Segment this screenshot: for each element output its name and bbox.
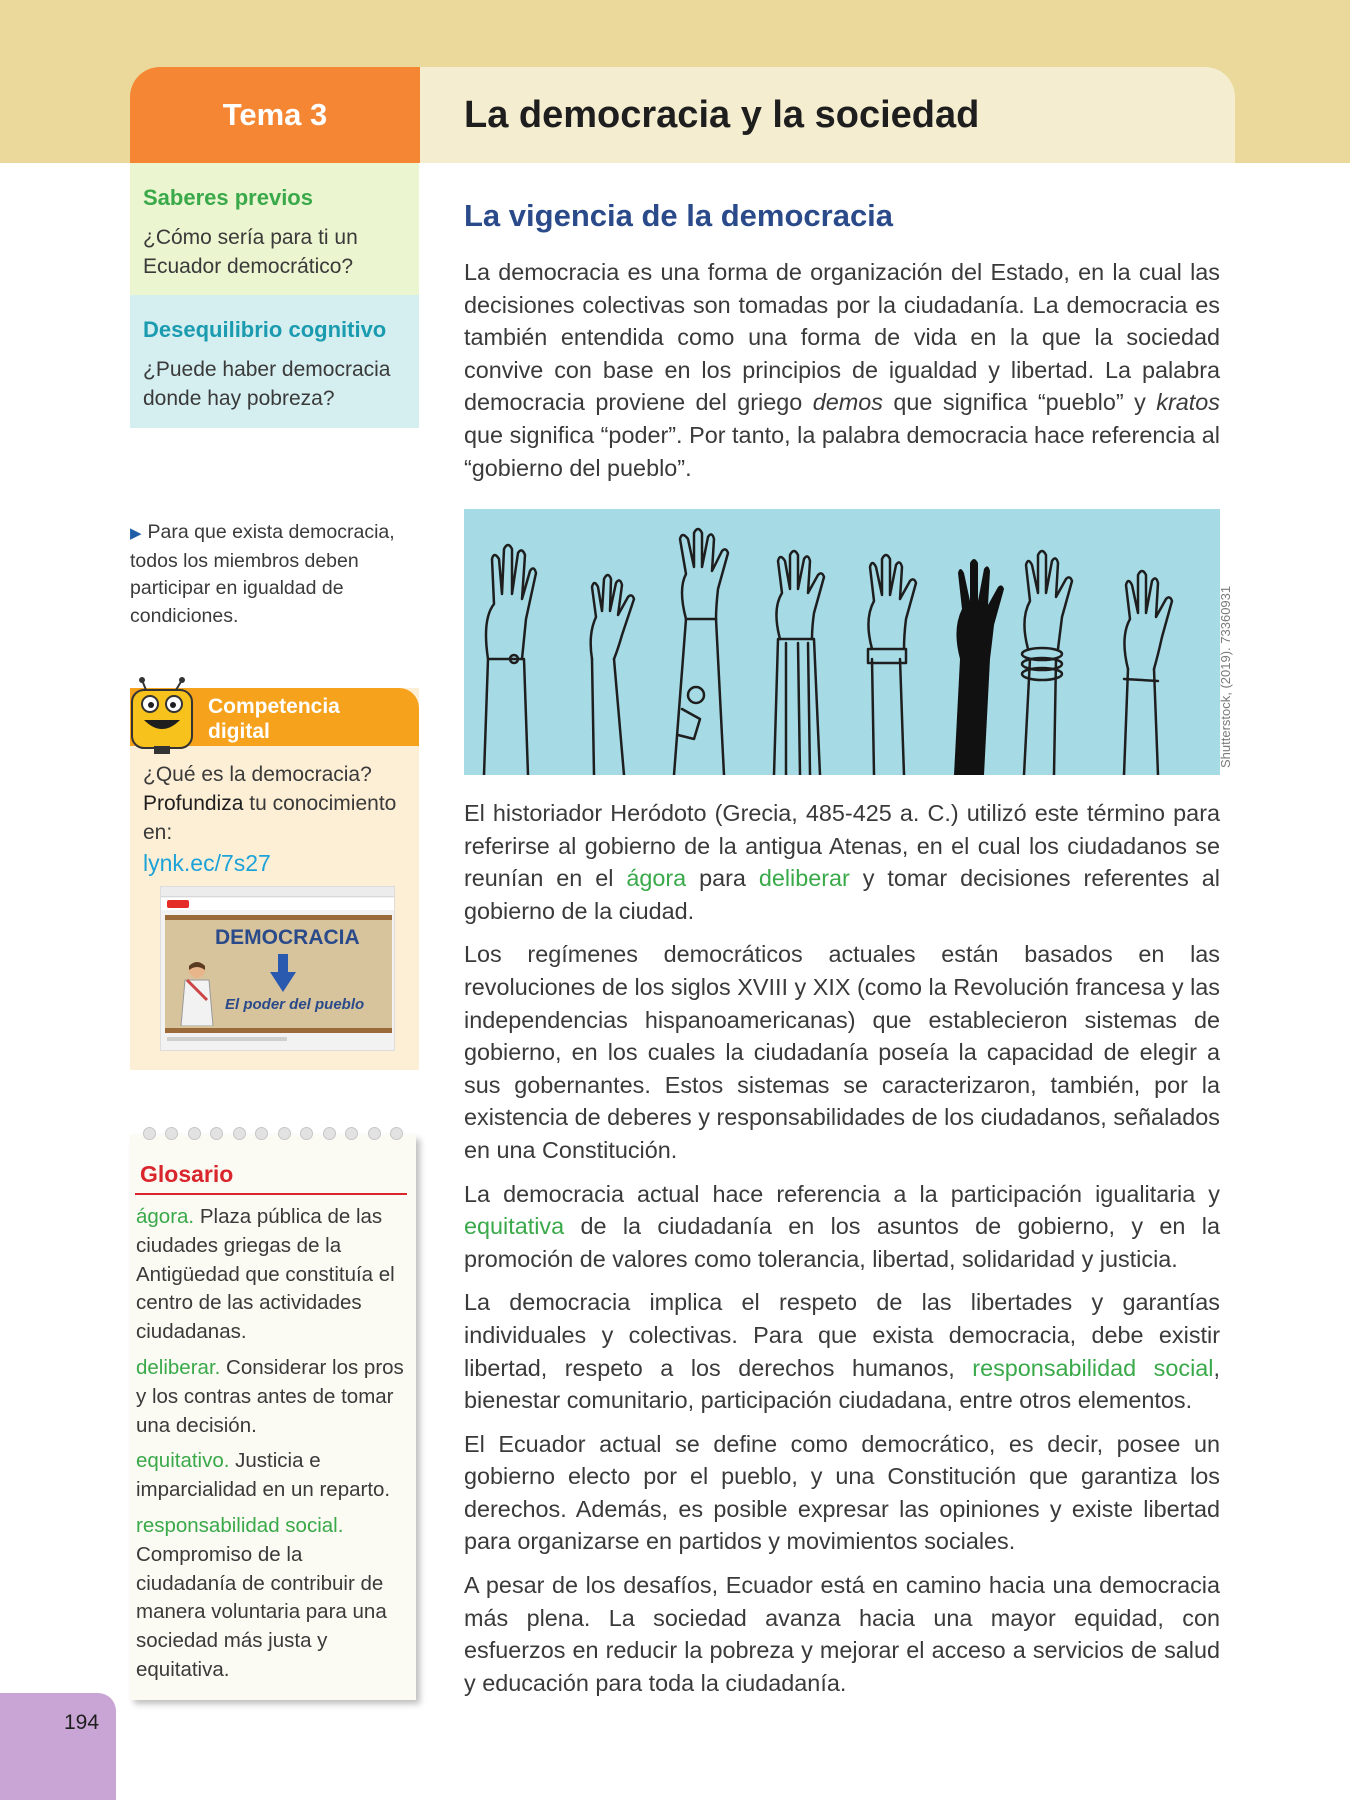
video-thumbnail[interactable] [160,886,395,1051]
paragraph-regimenes: Los regímenes democráticos actuales están basados en las revoluciones de los siglos XVIII y XIX (como la Revolución francesa y las independencias hispanoamericanas) que establecieron sistemas de gobierno, en los cuales la ciudadanía poseía la capacidad de elegir a sus gobernantes. Estos sistemas se caracterizaron, también, por la existencia de deberes y responsabilidades de los ciudadanos, señalados en una Constitución. [464,941,1220,1163]
glosario-term: ágora. [136,1205,195,1228]
p2-text-b: para [686,865,759,892]
ring-icon [188,1127,201,1140]
glosario-entry [136,1512,408,1685]
glosario-entry [136,1447,408,1505]
keyword-responsabilidad-social: responsabilidad social [972,1354,1214,1381]
paragraph-democracia-actual [464,1178,1220,1276]
competencia-question: ¿Qué es la democracia? [143,763,372,786]
caption-text: Para que exista democracia, todos los miembros deben participar en igualdad de condiciones. [130,521,395,627]
desequilibrio-heading: Desequilibrio cognitivo [143,317,387,342]
glosario-entry [136,1203,408,1347]
glosario-definition: Justicia e imparcialidad en un reparto. [136,1449,391,1502]
raised-hands-illustration [464,509,1220,775]
glosario-definition: Plaza pública de las ciudades griegas de la Antigüedad que constituía el centro de las actividades ciudadanas. [136,1205,395,1344]
glosario-term: deliberar. [136,1355,221,1379]
image-credit: Shutterstock, (2019). 73360931 [1218,585,1233,768]
competencia-digital-box [130,688,419,1070]
main-paragraphs [464,797,1220,1710]
paragraph-ecuador: El Ecuador actual se define como democrático, es decir, posee un gobierno electo por el pueblo, y una Constitución que garantiza los derechos. Además, es posible expresar las opiniones y existe libertad para organizarse en partidos y movimientos sociales. [464,1430,1220,1555]
youtube-logo-icon [167,900,189,908]
video-caption-line [167,1037,287,1041]
saberes-previos-box [130,163,419,295]
glosario-term: responsabilidad social. [136,1513,344,1537]
competencia-rest: tu conocimiento en: [143,792,397,844]
p1-text-b: que significa “pueblo” y [882,389,1157,416]
p1-text-a: La democracia es una forma de organización del Estado, en la cual las decisiones colectivas son tomadas por la ciudadanía. La democracia es también entendida como una forma de vida en la que la sociedad convive con base en los principios de igualdad y libertad. La palabra democracia proviene del griego [464,259,1220,416]
p2-text-a: El historiador Heródoto (Grecia, 485-425 a. C.) utilizó este término para referirse al gobierno de la antigua Atenas, en el cual los ciudadanos se reunían en el [464,800,1220,892]
glosario-definition: Considerar los pros y los contras antes de tomar una decisión. [136,1355,404,1437]
keyword-deliberar: deliberar [758,865,850,892]
ring-icon [165,1127,178,1140]
ring-icon [143,1127,156,1140]
video-browser-bar [161,898,394,910]
saberes-heading: Saberes previos [143,185,313,210]
ring-icon [300,1127,313,1140]
ring-icon [323,1127,336,1140]
intro-paragraph [464,256,1220,484]
page-number: 194 [64,1711,100,1734]
ring-icon [278,1127,291,1140]
competencia-link[interactable]: lynk.ec/7s27 [143,850,271,876]
ring-icon [233,1127,246,1140]
paragraph-libertades [464,1286,1220,1416]
competencia-profundiza: Profundiza [143,792,244,815]
competencia-title-line1: Competencia [208,695,340,718]
robot-icon [124,676,202,756]
title-bar [420,67,1235,163]
p2-text-c: y tomar decisiones referentes al gobierno de la ciudad. [464,865,1220,924]
p1-kratos: kratos [1156,389,1220,416]
notebook-rings [130,1127,416,1143]
glosario-entry [136,1354,408,1440]
competencia-title-line2: digital [208,720,270,743]
page-title: La democracia y la sociedad [464,93,980,136]
ring-icon [390,1127,403,1140]
p1-text-c: que significa “poder”. Por tanto, la palabra democracia hace referencia al “gobierno del pueblo”. [464,421,1220,481]
ring-icon [255,1127,268,1140]
p1-demos: demos [812,389,883,416]
glosario-entries [136,1203,408,1692]
caption-triangle-icon: ▶ [130,525,142,542]
down-arrow-icon [270,954,296,992]
competencia-title [208,694,340,744]
video-browser-tabbar [161,887,394,897]
tema-label: Tema 3 [222,97,328,132]
section-heading: La vigencia de la democracia [464,198,894,233]
glosario-definition: Compromiso de la ciudadanía de contribuir de manera voluntaria para una sociedad más justa y equitativa. [136,1542,387,1681]
ring-icon [210,1127,223,1140]
glosario-divider [135,1193,407,1195]
ring-icon [368,1127,381,1140]
p4-text-b: de la ciudadanía en los asuntos de gobierno, y en la promoción de valores como tolerancia, libertad, solidaridad y justicia. [464,1213,1220,1272]
video-subtitle: El poder del pueblo [225,996,365,1013]
paragraph-herodoto [464,797,1220,927]
greek-man-illustration [179,960,215,1026]
glosario-heading: Glosario [140,1161,234,1187]
p5-text-b: , bienestar comunitario, participación ciudadana, entre otros elementos. [464,1354,1220,1414]
ring-icon [345,1127,358,1140]
hands-drawing [464,509,1220,775]
competencia-body [143,760,413,847]
video-frame [165,915,392,1033]
page-number-tab [0,1693,116,1800]
image-caption [130,519,420,630]
paragraph-desafios: A pesar de los desafíos, Ecuador está en camino hacia una democracia más plena. La sociedad avanza hacia una mayor equidad, con esfuerzos en reducir la pobreza y mejorar el acceso a servicios de salud y educación para toda la ciudadanía. [464,1572,1220,1696]
video-title-word: DEMOCRACIA [215,926,360,949]
desequilibrio-box [130,295,419,428]
glosario-term: equitativo. [136,1449,230,1473]
glosario-card [130,1135,416,1700]
p5-text-a: La democracia implica el respeto de las libertades y garantías individuales y colectivas. Para que exista democracia, debe existir libertad, respeto a los derechos humanos, [464,1289,1220,1381]
keyword-agora: ágora [626,865,687,892]
tema-tab [130,67,420,163]
keyword-equitativa: equitativa [464,1213,565,1240]
main-column [464,198,1220,244]
saberes-text: ¿Cómo sería para ti un Ecuador democrático? [143,226,358,278]
desequilibrio-text: ¿Puede haber democracia donde hay pobreza? [143,358,391,410]
p4-text-a: La democracia actual hace referencia a la participación igualitaria y [464,1180,1220,1207]
